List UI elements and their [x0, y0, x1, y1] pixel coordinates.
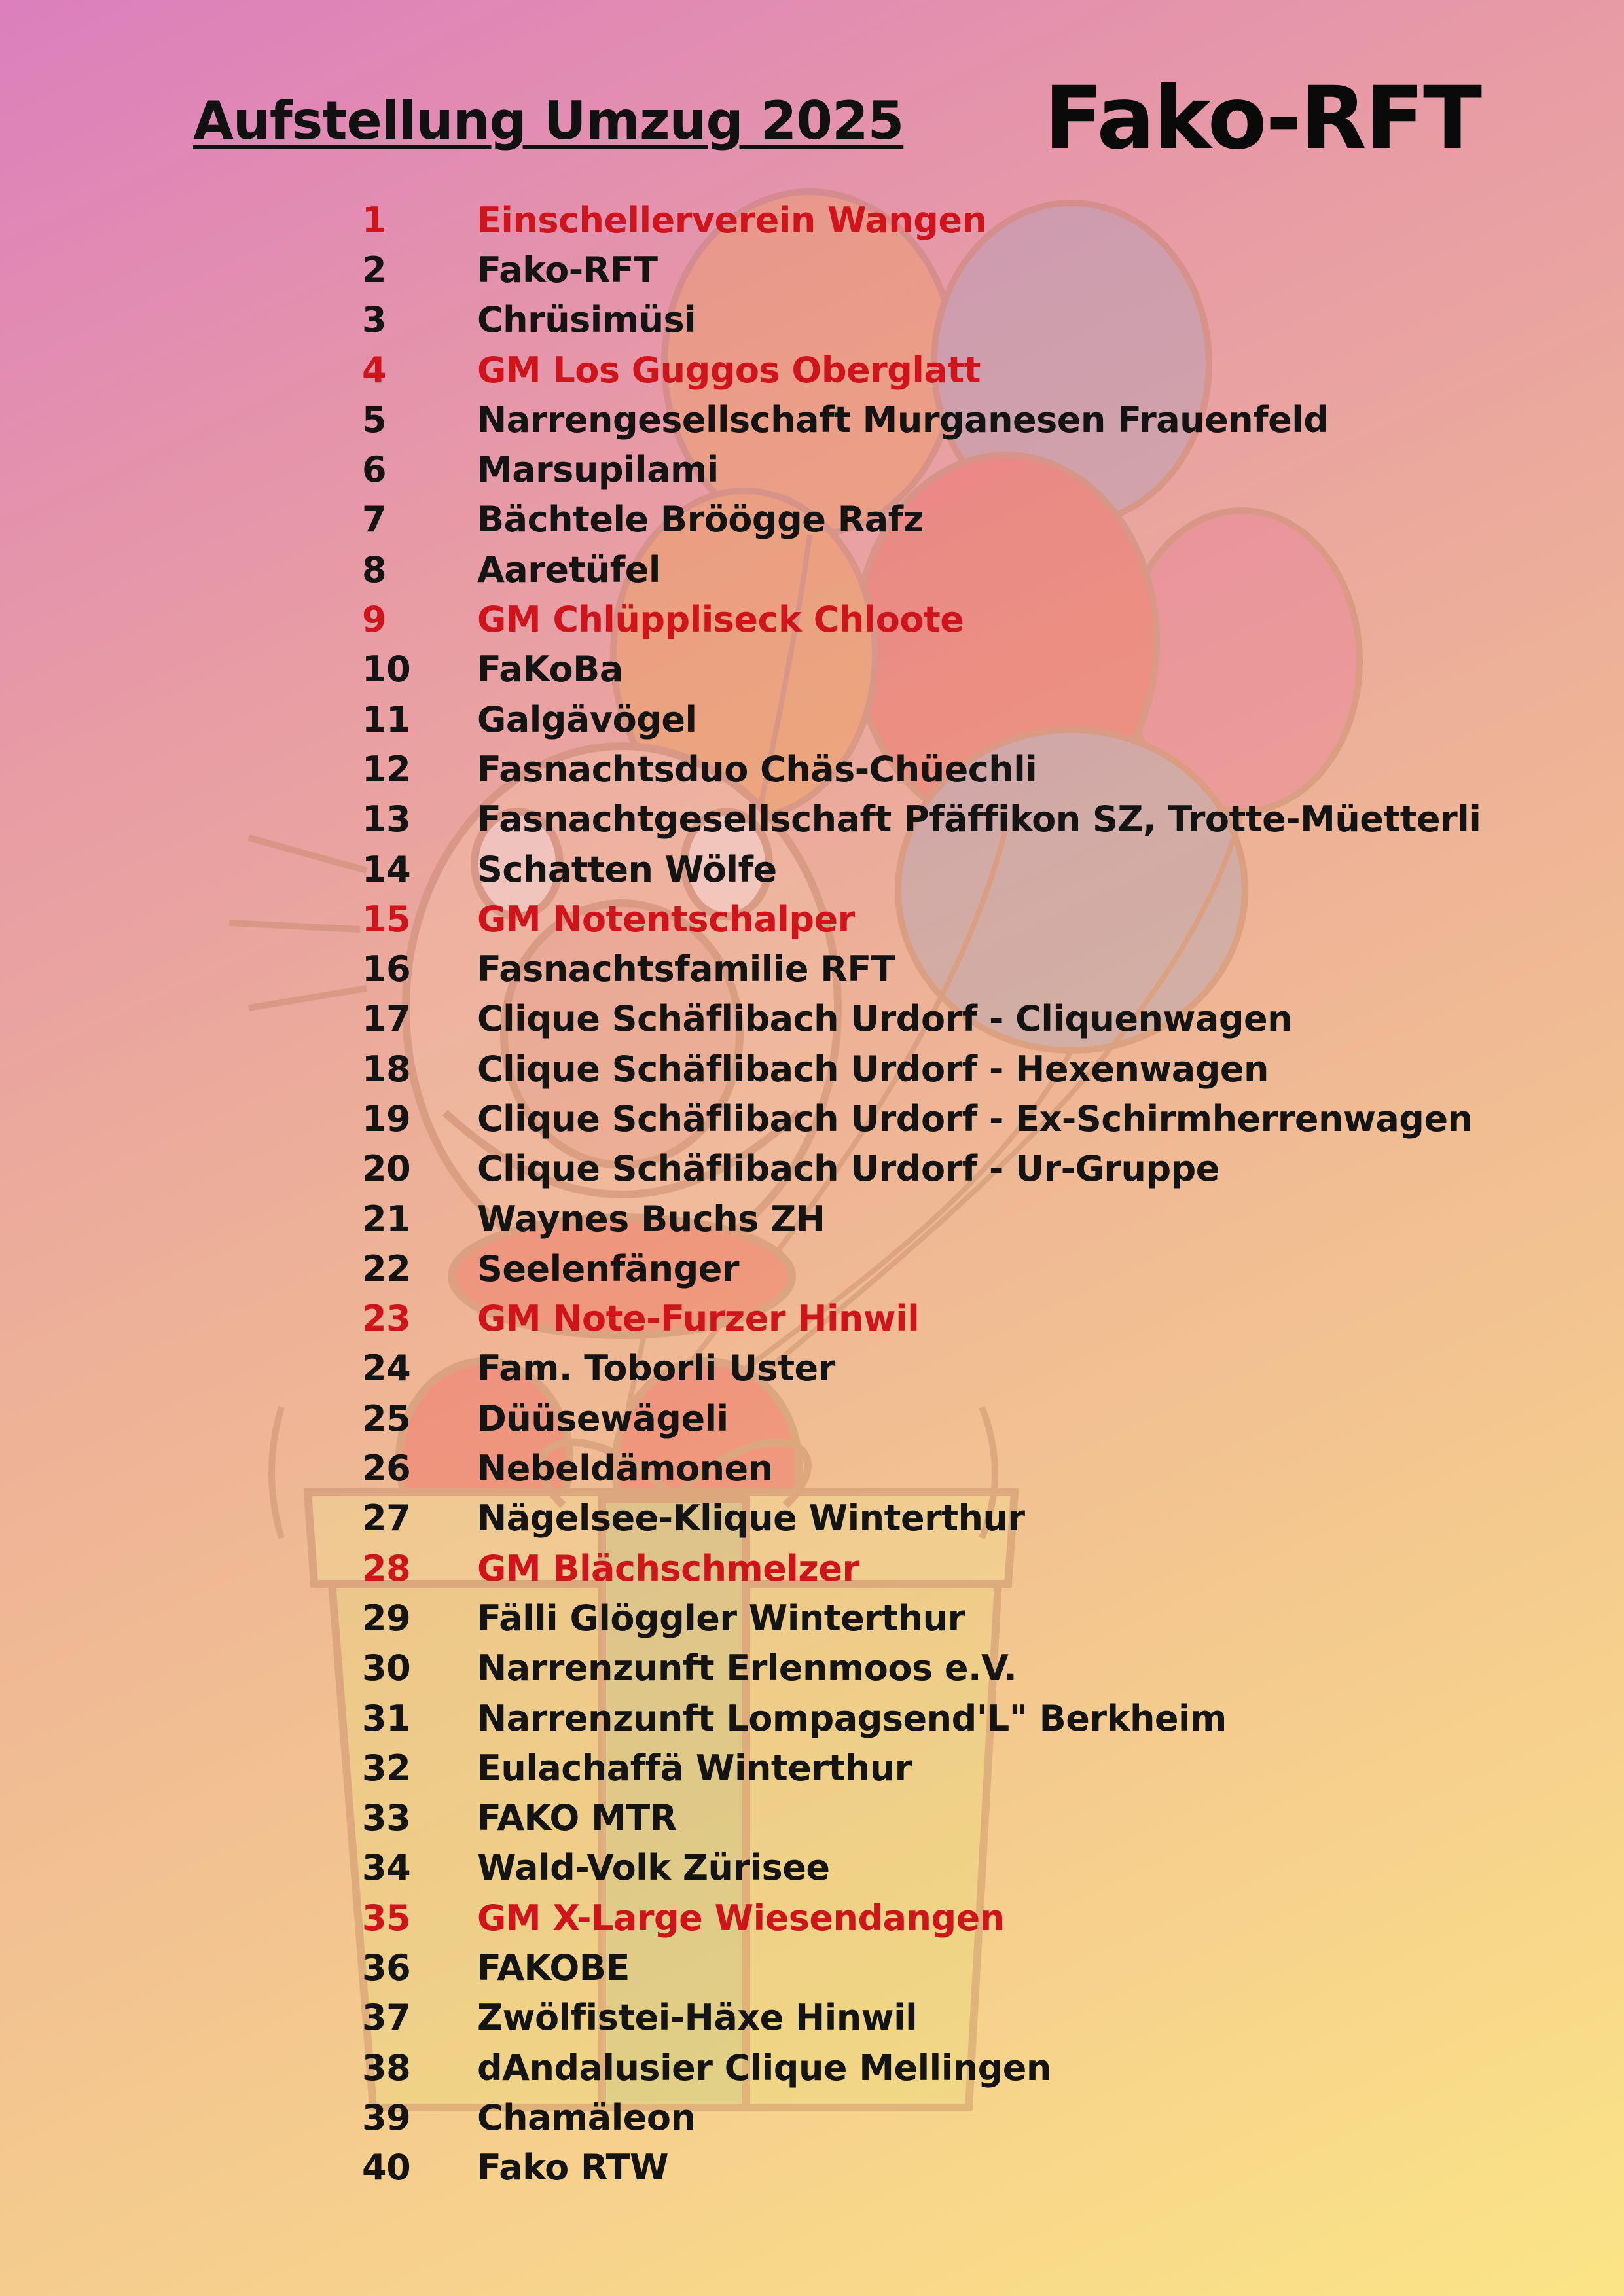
entry-name: Narrengesellschaft Murganesen Frauenfeld [477, 399, 1329, 440]
entry-number: 19 [362, 1098, 411, 1139]
lineup-entry [362, 1244, 1481, 1293]
entry-number: 7 [362, 499, 387, 541]
lineup-entry [362, 545, 1481, 594]
entry-name: Fako-RFT [477, 249, 658, 291]
entry-name: Clique Schäflibach Urdorf - Ex-Schirmherrenwagen [477, 1098, 1473, 1139]
lineup-entry [362, 645, 1481, 694]
lineup-entry [362, 795, 1481, 844]
entry-name: Nägelsee-Klique Winterthur [477, 1498, 1025, 1539]
entry-name: GM Note-Furzer Hinwil [477, 1298, 920, 1340]
lineup-entry [362, 744, 1481, 794]
lineup-entry [362, 1743, 1481, 1793]
lineup-entry [362, 495, 1481, 545]
entry-name: Fasnachtsfamilie RFT [477, 948, 895, 990]
entry-number: 26 [362, 1448, 411, 1490]
lineup-entry [362, 1893, 1481, 1943]
lineup-entry [362, 994, 1481, 1044]
entry-name: Waynes Buchs ZH [477, 1198, 825, 1240]
lineup-entry [362, 844, 1481, 894]
entry-number: 33 [362, 1797, 411, 1839]
lineup-entry [362, 1344, 1481, 1393]
entry-name: Seelenfänger [477, 1247, 740, 1289]
entry-name: Fälli Glöggler Winterthur [477, 1597, 965, 1639]
entry-number: 32 [362, 1747, 411, 1789]
entry-number: 11 [362, 698, 411, 740]
lineup-entry [362, 1543, 1481, 1593]
lineup-entry [362, 1393, 1481, 1443]
lineup-list [362, 195, 1481, 2193]
entry-number: 22 [362, 1247, 411, 1289]
document-title: Aufstellung Umzug 2025 [193, 90, 904, 151]
entry-name: Wald-Volk Zürisee [477, 1847, 830, 1889]
entry-number: 38 [362, 2047, 411, 2089]
entry-number: 13 [362, 798, 411, 840]
lineup-entry [362, 1144, 1481, 1194]
entry-number: 24 [362, 1348, 411, 1390]
entry-number: 2 [362, 249, 387, 291]
entry-number: 4 [362, 349, 387, 391]
lineup-entry [362, 195, 1481, 245]
entry-number: 6 [362, 449, 387, 491]
entry-number: 5 [362, 399, 387, 440]
entry-number: 1 [362, 199, 387, 241]
entry-name: GM X-Large Wiesendangen [477, 1897, 1005, 1939]
entry-number: 21 [362, 1198, 411, 1240]
entry-name: Galgävögel [477, 698, 697, 740]
entry-number: 40 [362, 2147, 411, 2189]
entry-name: FAKO MTR [477, 1797, 677, 1839]
entry-name: Marsupilami [477, 449, 719, 491]
lineup-entry [362, 444, 1481, 494]
entry-name: Schatten Wölfe [477, 848, 777, 890]
entry-name: FaKoBa [477, 649, 623, 691]
entry-number: 17 [362, 998, 411, 1040]
entry-name: GM Los Guggos Oberglatt [477, 349, 981, 391]
entry-name: Bächtele Bröögge Rafz [477, 499, 924, 541]
lineup-entry [362, 2043, 1481, 2092]
entry-number: 16 [362, 948, 411, 990]
lineup-entry [362, 1643, 1481, 1693]
lineup-entry [362, 345, 1481, 395]
lineup-entry [362, 1294, 1481, 1344]
entry-number: 37 [362, 1997, 411, 2039]
lineup-entry [362, 245, 1481, 295]
entry-number: 23 [362, 1298, 411, 1340]
lineup-entry [362, 1993, 1481, 2043]
entry-number: 18 [362, 1048, 411, 1090]
entry-name: dAndalusier Clique Mellingen [477, 2047, 1051, 2089]
lineup-entry [362, 1943, 1481, 1992]
lineup-entry [362, 694, 1481, 744]
lineup-entry [362, 395, 1481, 444]
entry-number: 8 [362, 548, 387, 590]
entry-name: Chrüsimüsi [477, 299, 696, 341]
lineup-entry [362, 944, 1481, 994]
entry-name: Einschellerverein Wangen [477, 199, 987, 241]
entry-name: Fam. Toborli Uster [477, 1348, 835, 1390]
entry-number: 30 [362, 1647, 411, 1689]
lineup-entry [362, 1494, 1481, 1543]
lineup-entry [362, 1793, 1481, 1843]
lineup-entry [362, 2092, 1481, 2142]
entry-number: 27 [362, 1498, 411, 1539]
entry-name: Nebeldämonen [477, 1448, 773, 1490]
lineup-entry [362, 1593, 1481, 1643]
lineup-entry [362, 1194, 1481, 1244]
entry-number: 31 [362, 1697, 411, 1739]
entry-number: 20 [362, 1148, 411, 1190]
entry-number: 39 [362, 2096, 411, 2138]
lineup-entry [362, 894, 1481, 944]
entry-name: Chamäleon [477, 2096, 696, 2138]
entry-name: Narrenzunft Erlenmoos e.V. [477, 1647, 1017, 1689]
lineup-entry [362, 1094, 1481, 1143]
entry-name: Zwölfistei-Häxe Hinwil [477, 1997, 918, 2039]
organizer-name: Fako-RFT [1044, 68, 1481, 169]
entry-number: 14 [362, 848, 411, 890]
entry-name: Eulachaffä Winterthur [477, 1747, 912, 1789]
entry-number: 10 [362, 649, 411, 691]
entry-number: 9 [362, 599, 387, 641]
entry-number: 12 [362, 748, 411, 790]
entry-name: Düüsewägeli [477, 1397, 729, 1439]
entry-name: Narrenzunft Lompagsend'L" Berkheim [477, 1697, 1227, 1739]
entry-name: FAKOBE [477, 1947, 630, 1989]
entry-number: 29 [362, 1597, 411, 1639]
entry-name: Clique Schäflibach Urdorf - Cliquenwagen [477, 998, 1293, 1040]
entry-number: 25 [362, 1397, 411, 1439]
lineup-entry [362, 295, 1481, 345]
entry-name: Fasnachtgesellschaft Pfäffikon SZ, Trotte-Müetterli [477, 798, 1481, 840]
entry-number: 15 [362, 898, 411, 940]
entry-name: Fasnachtsduo Chäs-Chüechli [477, 748, 1038, 790]
lineup-entry [362, 1443, 1481, 1493]
entry-name: Clique Schäflibach Urdorf - Hexenwagen [477, 1048, 1269, 1090]
entry-name: Aaretüfel [477, 548, 660, 590]
entry-name: GM Notentschalper [477, 898, 855, 940]
entry-number: 35 [362, 1897, 411, 1939]
entry-number: 3 [362, 299, 387, 341]
entry-name: Fako RTW [477, 2147, 669, 2189]
entry-name: GM Chlüppliseck Chloote [477, 599, 964, 641]
entry-number: 28 [362, 1547, 411, 1589]
lineup-entry [362, 594, 1481, 644]
lineup-entry [362, 1693, 1481, 1743]
entry-name: Clique Schäflibach Urdorf - Ur-Gruppe [477, 1148, 1219, 1190]
entry-name: GM Blächschmelzer [477, 1547, 859, 1589]
lineup-entry [362, 1044, 1481, 1094]
entry-number: 34 [362, 1847, 411, 1889]
lineup-entry [362, 1843, 1481, 1893]
entry-number: 36 [362, 1947, 411, 1989]
lineup-entry [362, 2143, 1481, 2193]
